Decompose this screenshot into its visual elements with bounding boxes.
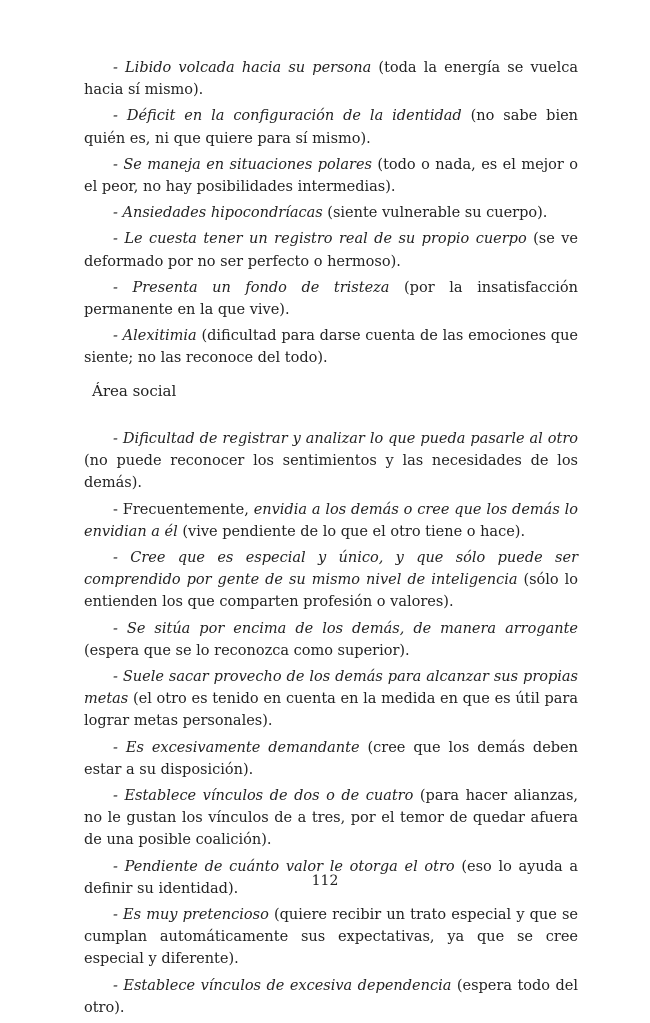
item-text: (no puede reconocer los sentimientos y las necesidades de los demás). bbox=[84, 453, 578, 492]
item-text: (siente vulnerable su cuerpo). bbox=[322, 205, 548, 222]
list-item bbox=[84, 228, 578, 272]
item-emphasis: - Establece vínculos de excesiva dependencia bbox=[113, 977, 452, 994]
item-emphasis: - Suele sacar provecho de los demás para alcanzar sus propias metas bbox=[84, 669, 578, 708]
item-emphasis: - Establece vínculos de dos o de cuatro bbox=[113, 788, 414, 805]
section-heading: Área social bbox=[92, 382, 177, 400]
item-text: (toda la energía se vuelca hacia sí mismo). bbox=[84, 60, 578, 99]
item-emphasis: - Ansiedades hipocondríacas bbox=[113, 205, 323, 222]
item-text: (sólo lo entienden los que comparten profesión o valores). bbox=[84, 572, 578, 611]
page-number: 112 bbox=[311, 873, 339, 889]
item-text: (no sabe bien quién es, ni que quiere para sí mismo). bbox=[84, 108, 578, 147]
list-item bbox=[84, 428, 578, 495]
list-item bbox=[84, 325, 578, 369]
item-text: (espera todo del otro). bbox=[84, 977, 578, 1016]
item-emphasis: - Cree que es especial y único, y que sólo puede ser comprendido por gente de su mismo nivel de inteligencia bbox=[84, 550, 578, 589]
item-text: (todo o nada, es el mejor o el peor, no hay posibilidades intermedias). bbox=[84, 156, 578, 196]
item-text: (espera que se lo reconozca como superior). bbox=[84, 642, 410, 659]
text-block-top bbox=[84, 57, 578, 374]
item-emphasis: - Es excesivamente demandante bbox=[113, 739, 360, 756]
list-item bbox=[84, 737, 578, 781]
item-emphasis: - Alexitimia bbox=[113, 328, 197, 345]
item-emphasis: - Se maneja en situaciones polares bbox=[113, 156, 372, 173]
item-emphasis: - Libido volcada hacia su persona bbox=[113, 60, 372, 76]
item-text: (vive pendiente de lo que el otro tiene o hace). bbox=[177, 523, 526, 540]
item-emphasis: - Pendiente de cuánto valor le otorga el otro bbox=[113, 858, 455, 875]
item-emphasis: - Dificultad de registrar y analizar lo que pueda pasarle al otro bbox=[113, 431, 578, 447]
item-prefix: - Frecuentemente, bbox=[113, 501, 254, 518]
item-text: (por la insatisfacción permanente en la que vive). bbox=[84, 279, 578, 319]
item-text: (quiere recibir un trato especial y que se cumplan automáticamente sus expectativas, ya que se cree especial y diferente). bbox=[84, 907, 578, 968]
item-emphasis: envidia a los demás o cree que los demás lo envidian a él bbox=[84, 501, 578, 540]
item-emphasis: - Se sitúa por encima de los demás, de manera arrogante bbox=[113, 620, 578, 637]
list-item bbox=[84, 975, 578, 1019]
item-text: (para hacer alianzas, no le gustan los vínculos de a tres, por el temor de quedar afuera de una posible coalición). bbox=[84, 788, 578, 849]
list-item bbox=[84, 202, 578, 224]
list-item bbox=[84, 547, 578, 614]
text-block-social bbox=[84, 428, 578, 1023]
list-item bbox=[84, 105, 578, 149]
list-item bbox=[84, 904, 578, 971]
list-item bbox=[84, 666, 578, 733]
item-emphasis: - Es muy pretencioso bbox=[113, 907, 269, 924]
list-item bbox=[84, 154, 578, 198]
list-item bbox=[84, 499, 578, 543]
list-item bbox=[84, 785, 578, 852]
item-emphasis: - Déficit en la configuración de la identidad bbox=[113, 108, 462, 125]
item-text: (dificultad para darse cuenta de las emociones que siente; no las reconoce del todo). bbox=[84, 328, 578, 367]
item-text: (se ve deformado por no ser perfecto o hermoso). bbox=[84, 231, 579, 270]
item-text: (eso lo ayuda a definir su identidad). bbox=[84, 858, 578, 897]
item-emphasis: - Le cuesta tener un registro real de su propio cuerpo bbox=[113, 231, 527, 248]
item-text: (cree que los demás deben estar a su disposición). bbox=[84, 739, 578, 778]
list-item bbox=[84, 57, 578, 101]
item-emphasis: - Presenta un fondo de tristeza bbox=[113, 279, 390, 296]
list-item bbox=[84, 277, 578, 321]
item-text: (el otro es tenido en cuenta en la medida en que es útil para lograr metas personales). bbox=[84, 691, 578, 730]
list-item bbox=[84, 618, 578, 662]
